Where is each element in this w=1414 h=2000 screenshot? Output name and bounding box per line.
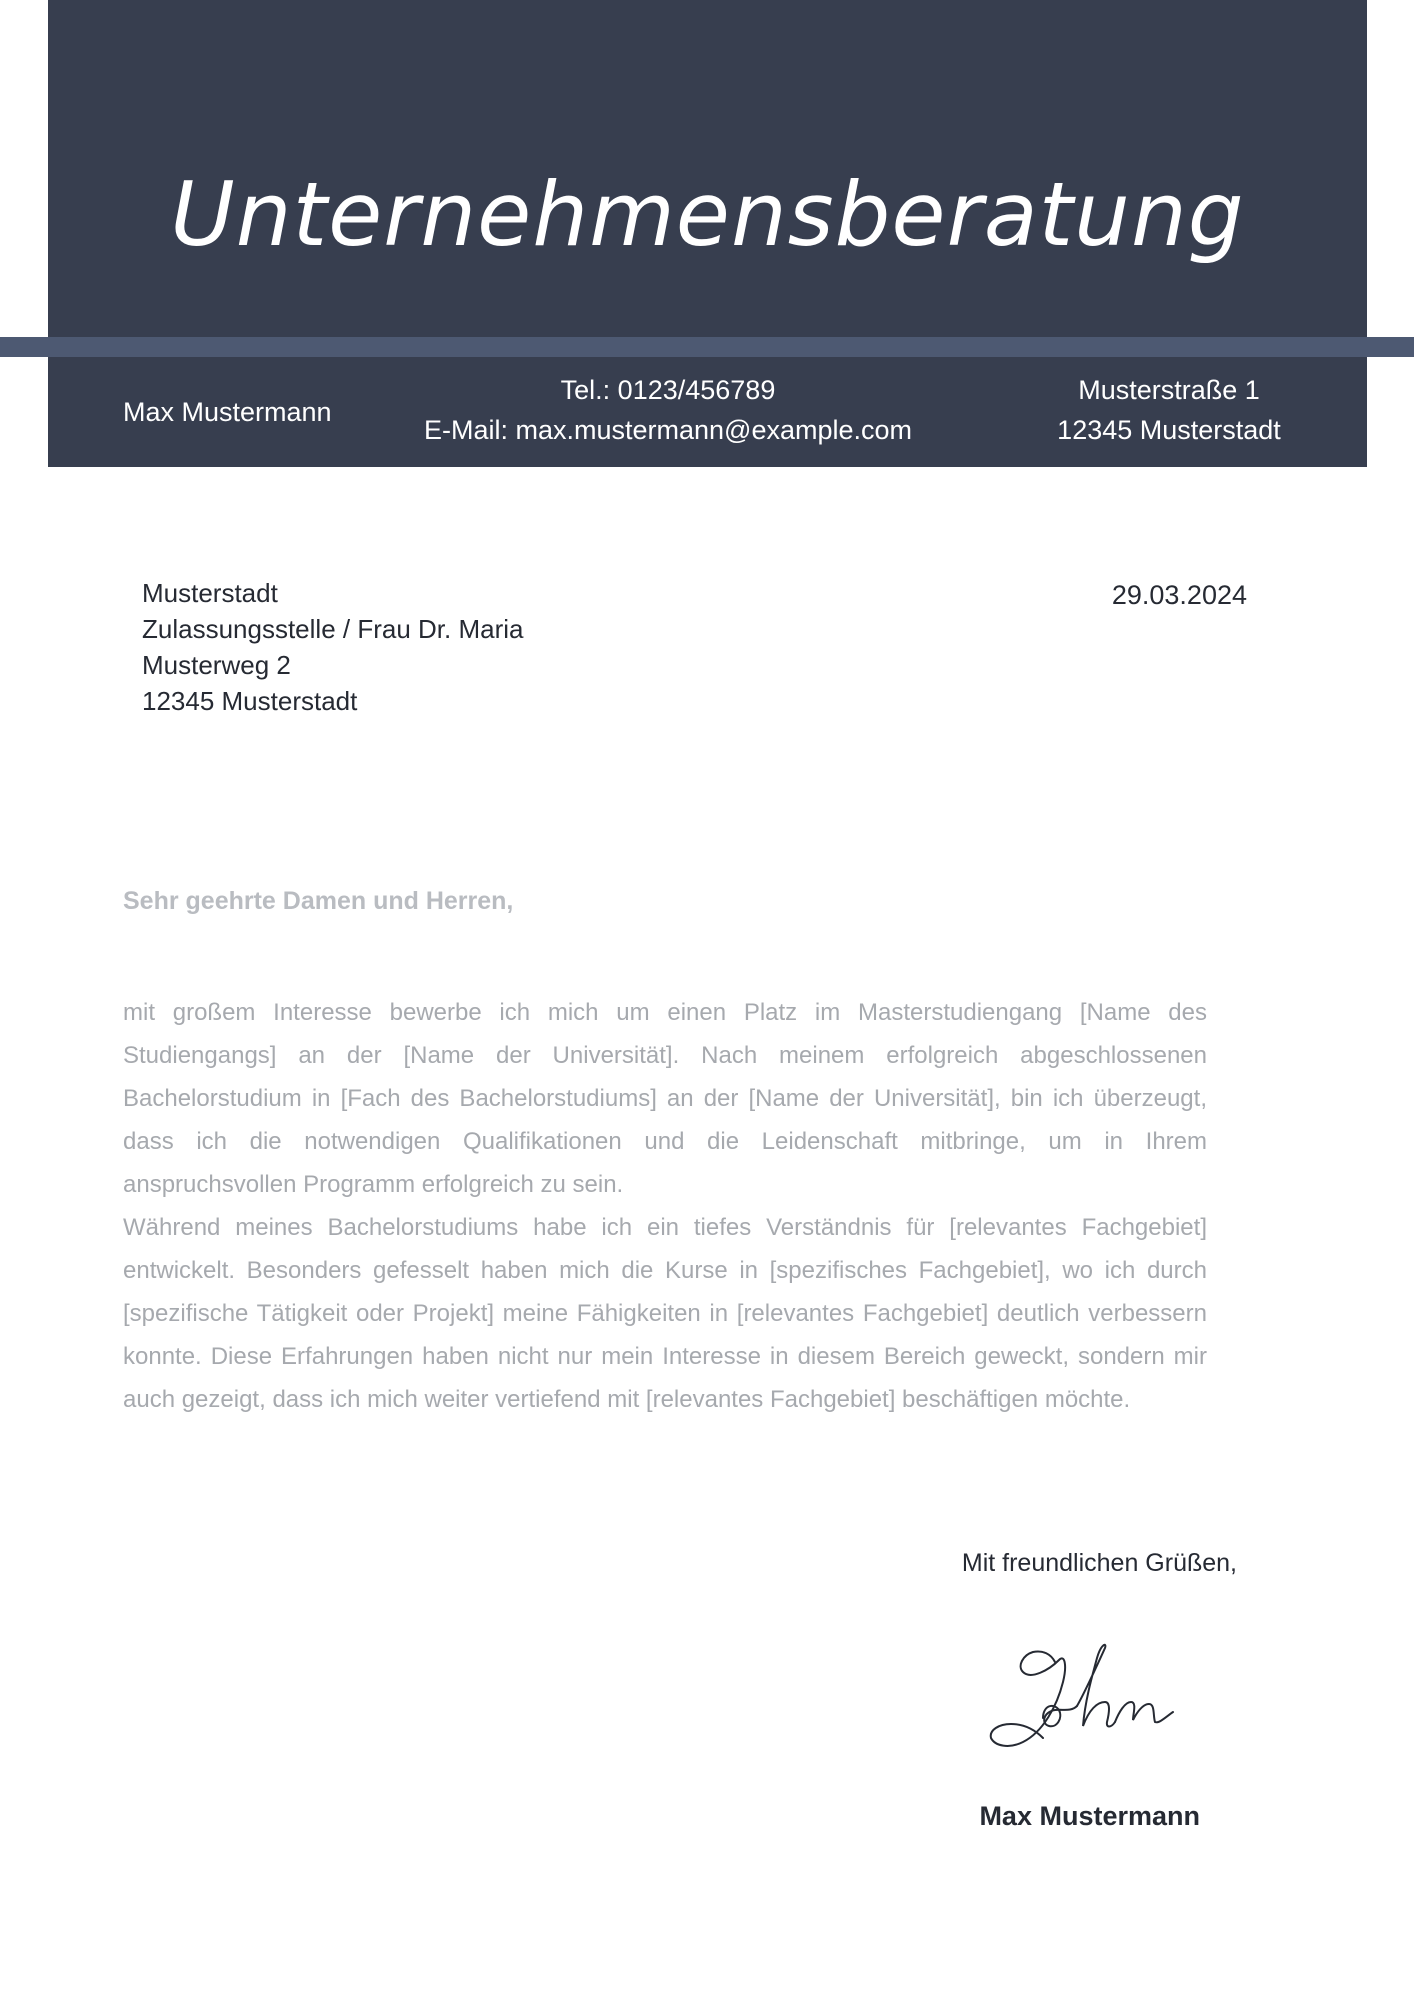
accent-stripe xyxy=(0,337,1414,357)
sender-street: Musterstraße 1 xyxy=(1078,375,1260,405)
recipient-line: 12345 Musterstadt xyxy=(142,686,358,716)
letter-body xyxy=(123,991,1207,1421)
recipient-line: Musterstadt xyxy=(142,578,278,608)
sender-phone: Tel.: 0123/456789 xyxy=(560,375,776,405)
sender-address xyxy=(1053,370,1285,450)
header-title: Unternehmensberatung xyxy=(170,163,1245,266)
sender-email: E-Mail: max.mustermann@example.com xyxy=(423,415,913,445)
letter-date: 29.03.2024 xyxy=(1111,580,1247,610)
sender-city: 12345 Musterstadt xyxy=(1057,415,1281,445)
contact-bar xyxy=(48,357,1367,467)
signature-image xyxy=(985,1640,1185,1760)
body-paragraph: Während meines Bachelorstudiums habe ich ein tiefes Verständnis für [relevantes Fachgebiet] entwickelt. Besonders gefesselt haben mich die Kurse in [spezifisches Fachgebiet], wo ich durch [spezifische Tätigkeit oder Projekt] meine Fähigkeiten in [relevantes Fachgebiet] deutlich verbessern konnte. Diese Erfahrungen haben nicht nur mein Interesse in diesem Bereich geweckt, sondern mir auch gezeigt, dass ich mich weiter vertiefend mit [relevantes Fachgebiet] beschäftigen möchte. xyxy=(123,1214,1207,1413)
recipient-address xyxy=(142,575,523,719)
header-banner xyxy=(48,0,1367,337)
recipient-line: Musterweg 2 xyxy=(142,650,291,680)
recipient-line: Zulassungsstelle / Frau Dr. Maria xyxy=(142,614,524,644)
signer-name: Max Mustermann xyxy=(979,1801,1200,1831)
closing: Mit freundlichen Grüßen, xyxy=(961,1549,1237,1577)
sender-name: Max Mustermann xyxy=(123,396,332,427)
contact-details xyxy=(418,370,918,450)
body-paragraph: mit großem Interesse bewerbe ich mich um einen Platz im Masterstudiengang [Name des Studiengangs] an der [Name der Universität]. Nach meinem erfolgreich abgeschlossenen Bachelorstudium in [Fach des Bachelorstudiums] an der [Name der Universität], bin ich überzeugt, dass ich die notwendigen Qualifikationen und die Leidenschaft mitbringe, um in Ihrem anspruchsvollen Programm erfolgreich zu sein. xyxy=(123,999,1207,1198)
salutation: Sehr geehrte Damen und Herren, xyxy=(123,887,514,915)
